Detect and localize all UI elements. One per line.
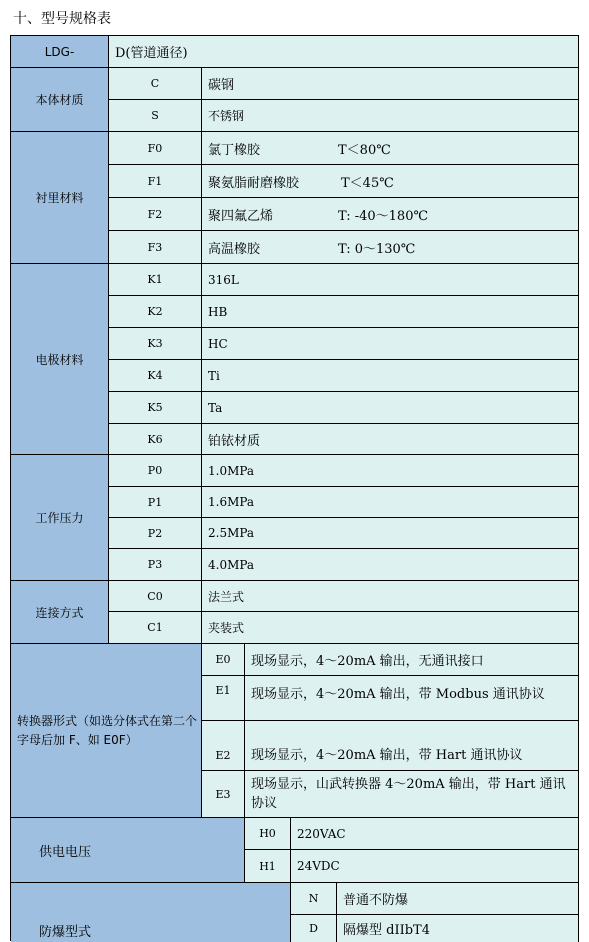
lining-code: F3 — [109, 231, 202, 264]
explosion-code: D — [291, 915, 337, 942]
connection-desc: 法兰式 — [202, 581, 579, 612]
explosion-code: N — [291, 883, 337, 915]
lining-desc — [202, 132, 579, 165]
lining-material: 聚氨脂耐磨橡胶 — [208, 175, 300, 191]
body-material-label: 本体材质 — [11, 68, 109, 132]
converter-code: E2 — [202, 721, 245, 771]
lining-desc — [202, 231, 579, 264]
pressure-code: P0 — [109, 455, 202, 487]
lining-code: F1 — [109, 165, 202, 198]
lining-temp: T: 0～130℃ — [338, 241, 416, 257]
lining-material: 高温橡胶 — [208, 241, 261, 257]
lining-desc — [202, 198, 579, 231]
electrode-code: K3 — [109, 328, 202, 360]
connection-code: C1 — [109, 612, 202, 644]
pressure-label: 工作压力 — [11, 455, 109, 581]
lining-code: F0 — [109, 132, 202, 165]
electrode-code: K2 — [109, 296, 202, 328]
converter-desc: 现场显示，4～20mA 输出，带 Hart 通讯协议 — [245, 721, 579, 771]
lining-temp: T: -40～180℃ — [338, 208, 429, 224]
pressure-desc: 1.6MPa — [202, 487, 579, 518]
lining-temp: T＜45℃ — [341, 175, 394, 191]
electrode-desc: 铂铱材质 — [202, 424, 579, 455]
electrode-desc: 316L — [202, 264, 579, 296]
lining-temp: T＜80℃ — [338, 142, 391, 158]
body-material-code: S — [109, 100, 202, 132]
power-desc: 24VDC — [291, 850, 579, 883]
lining-material: 氯丁橡胶 — [208, 142, 261, 158]
header-desc: D(管道通径) — [109, 36, 579, 68]
lining-label: 衬里材料 — [11, 132, 109, 264]
electrode-desc: HB — [202, 296, 579, 328]
power-label: 供电电压 — [11, 818, 245, 883]
explosion-label: 防爆型式 — [11, 883, 291, 942]
electrode-label: 电极材料 — [11, 264, 109, 455]
electrode-desc: Ti — [202, 360, 579, 392]
pressure-code: P3 — [109, 549, 202, 581]
spec-table — [10, 35, 579, 941]
converter-code: E1 — [202, 676, 245, 721]
electrode-code: K1 — [109, 264, 202, 296]
body-material-desc: 不锈钢 — [202, 100, 579, 132]
converter-code: E0 — [202, 644, 245, 676]
electrode-desc: HC — [202, 328, 579, 360]
explosion-desc: 普通不防爆 — [337, 883, 579, 915]
pressure-code: P1 — [109, 487, 202, 518]
connection-label: 连接方式 — [11, 581, 109, 644]
electrode-code: K5 — [109, 392, 202, 424]
page-title: 十、型号规格表 — [13, 11, 111, 27]
explosion-desc: 隔爆型 dIIbT4 — [337, 915, 579, 942]
electrode-desc: Ta — [202, 392, 579, 424]
connection-desc: 夹装式 — [202, 612, 579, 644]
connection-code: C0 — [109, 581, 202, 612]
body-material-code: C — [109, 68, 202, 100]
converter-code: E3 — [202, 771, 245, 818]
converter-desc: 现场显示，4～20mA 输出，带 Modbus 通讯协议 — [245, 676, 579, 721]
power-code: H0 — [245, 818, 291, 850]
lining-material: 聚四氟乙烯 — [208, 208, 274, 224]
lining-desc — [202, 165, 579, 198]
electrode-code: K6 — [109, 424, 202, 455]
power-desc: 220VAC — [291, 818, 579, 850]
converter-label: 转换器形式（如选分体式在第二个字母后加 F、如 E0F） — [11, 644, 202, 818]
electrode-code: K4 — [109, 360, 202, 392]
pressure-desc: 4.0MPa — [202, 549, 579, 581]
converter-desc: 现场显示，4～20mA 输出，无通讯接口 — [245, 644, 579, 676]
pressure-desc: 2.5MPa — [202, 518, 579, 549]
lining-code: F2 — [109, 198, 202, 231]
pressure-code: P2 — [109, 518, 202, 549]
pressure-desc: 1.0MPa — [202, 455, 579, 487]
header-code: LDG- — [11, 36, 109, 68]
converter-desc: 现场显示，山武转换器 4～20mA 输出，带 Hart 通讯协议 — [245, 771, 579, 818]
body-material-desc: 碳钢 — [202, 68, 579, 100]
power-code: H1 — [245, 850, 291, 883]
